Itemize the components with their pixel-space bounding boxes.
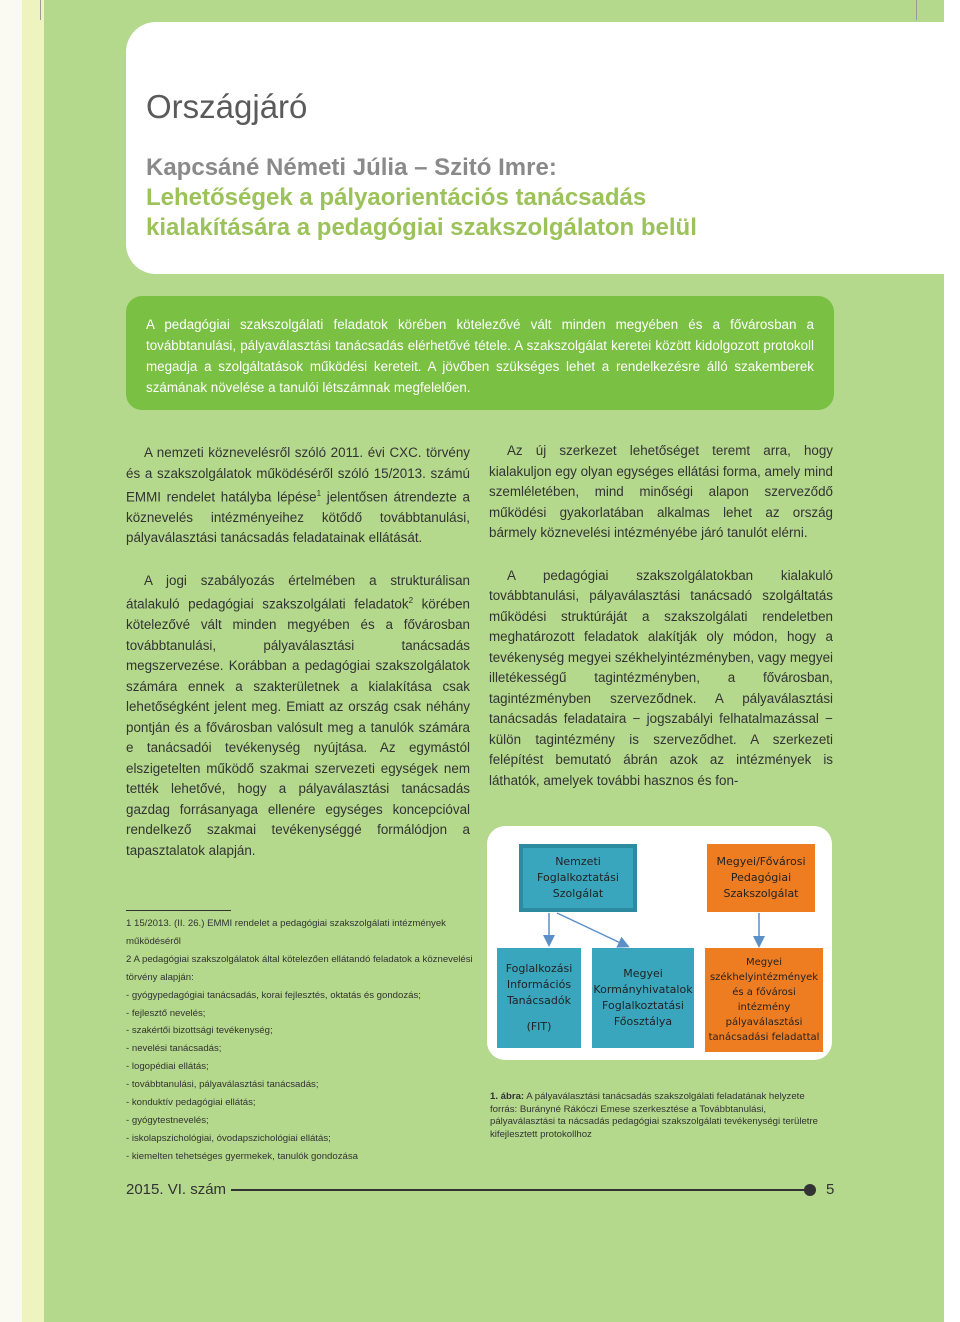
box-text: Szolgálat	[552, 887, 604, 900]
footnote: 2 A pedagógiai szakszolgálatok által kötelezően ellátandó feladatok a köznevelési törvény alapján:	[126, 953, 473, 983]
box-text: Megyei	[623, 967, 663, 980]
box-text: Kormányhivatalok	[593, 983, 693, 996]
footnote-item: - logopédiai ellátás;	[126, 1061, 209, 1073]
abstract-text: A pedagógiai szakszolgálati feladatok körében kötelezővé vált minden megyében és a fővárosban a továbbtanulási, pályaválasztási tanácsadás elérhetővé tétele. A szakszolgálat keretei között kidolgozott protokoll megadja a szolgáltatások működési kereteit. A jövőben szükséges lehet a rendelkezésre álló szakemberek számának növelése a tanulói létszámnak megfelelően.	[146, 317, 814, 395]
paragraph: Az új szerkezet lehetőséget teremt arra, hogy kialakuljon egy olyan egységes ellátási forma, amely mind szemléletében, mind minőségi alapon szerveződő működési gyakorlatában alkalmas lehet az ország bármely köznevelési intézményébe járó tanulót elérni.	[489, 443, 833, 540]
decorative-band	[22, 0, 44, 1322]
article-title	[146, 153, 846, 243]
issue-label: 2015. VI. szám	[126, 1181, 227, 1198]
box-szekhelyintezmenyek	[705, 948, 823, 1052]
footnote-ref[interactable]: 1	[316, 489, 322, 498]
paragraph	[126, 571, 470, 861]
article-authors: Kapcsáné Németi Júlia – Szitó Imre:	[146, 154, 557, 181]
box-text: Foglalkoztatási	[602, 999, 684, 1012]
footer-dot	[804, 1184, 816, 1196]
box-text: székhelyintézmények	[709, 972, 819, 983]
box-text: (FIT)	[526, 1020, 552, 1033]
org-diagram	[487, 826, 832, 1060]
text: A nemzeti köznevelésről szóló 2011. évi CXC. törvény és a szakszolgálatok működéséről szóló 15/2013. számú EMMI rendelet hatályba lépése	[126, 445, 470, 505]
box-text: intézmény	[737, 1002, 791, 1013]
left-column	[126, 443, 470, 861]
footnote-item: - fejlesztő nevelés;	[126, 1007, 206, 1019]
footnote-item: - iskolapszichológiai, óvodapszichológiai ellátás;	[126, 1132, 331, 1144]
box-text: és a fővárosi	[732, 987, 796, 998]
text: A jogi szabályozás értelmében a strukturálisan átalakuló pedagógiai szakszolgálati feladatok	[126, 572, 470, 612]
footnote-item: - gyógypedagógiai tanácsadás, korai fejlesztés, oktatás és gondozás;	[126, 989, 421, 1001]
box-pedagogiai-szakszolgalat	[707, 844, 815, 912]
caption-label: 1. ábra:	[490, 1091, 525, 1102]
crop-mark	[916, 0, 917, 20]
box-fit	[497, 948, 581, 1048]
right-column	[489, 441, 833, 791]
footnote-rule	[126, 910, 231, 911]
page-number: 5	[826, 1181, 835, 1198]
box-text: Megyei/Fővárosi	[716, 855, 806, 868]
article-title-line: Lehetőségek a pályaorientációs tanácsadás	[146, 184, 647, 211]
footnote-item: - továbbtanulási, pályaválasztási tanácsadás;	[126, 1079, 319, 1091]
figure-caption	[490, 1091, 820, 1141]
footnote-ref[interactable]: 2	[408, 596, 414, 606]
box-kormanyhivatalok	[592, 948, 694, 1048]
box-text: Pedagógiai	[730, 871, 792, 884]
footnotes	[126, 915, 476, 1166]
box-text: Nemzeti	[555, 855, 601, 868]
footnote-item: - nevelési tanácsadás;	[126, 1043, 222, 1055]
page-margin	[0, 0, 22, 1322]
arrow	[557, 913, 627, 946]
box-text: Tanácsadók	[507, 994, 571, 1007]
box-text: Foglalkozási	[505, 962, 573, 975]
footnote-item: - konduktív pedagógiai ellátás;	[126, 1097, 256, 1109]
box-text: Foglalkoztatási	[537, 871, 619, 884]
box-text: Megyei	[746, 957, 782, 968]
text: jelentősen átrendezte a köznevelés intézményeihez kötődő továbbtanulási, pályaválasztási tanácsadás feladatainak ellátását.	[126, 489, 470, 546]
box-nemzeti-foglalkoztatasi-szolgalat	[519, 844, 637, 912]
footnote-item: - kiemelten tehetséges gyermekek, tanulók gondozása	[126, 1150, 358, 1162]
article-title-line: kialakítására a pedagógiai szakszolgálaton belül	[146, 214, 697, 241]
footnote: 1 15/2013. (II. 26.) EMMI rendelet a pedagógiai szakszolgálati intézmények működéséről	[126, 918, 446, 947]
caption-title	[490, 1091, 820, 1104]
box-text: tanácsadási feladattal	[708, 1032, 820, 1043]
text: körében kötelezővé vált minden megyében és a fővárosban továbbtanulási, pályaválasztási tanácsadás megszervezése. Korábban a pedagógiai szakszolgálatok számára ennek a szakterületnek a kialakítása csak lehetőségként jelent meg. Emiatt az ország csak néhány pontján és a fővárosban valósult meg a tanulók számára e tanácsadói tevékenység nyújtása. Az egymástól elszigetelten működő szakmai szervezeti egységek nem tették lehetővé, hogy a pályaválasztási tanácsadás gazdag forrásanyaga ellenére egységes koncepcióval rendelkező szakmai tevékenységgé formálódjon a tapasztalatok alapján.	[126, 596, 470, 858]
footnote-item: - gyógytestnevelés;	[126, 1114, 209, 1126]
crop-mark	[40, 0, 41, 20]
caption-source: forrás: Burányné Rákóczi Emese szerkesztése a Továbbtanulási, pályaválasztási ta nácsadás pedagógiai szakszolgálati tevékenységi területre kifejlesztett protokollhoz	[490, 1103, 818, 1140]
footnote-item: - szakértői bizottsági tevékenység;	[126, 1025, 273, 1037]
caption-text: A pályaválasztási tanácsadás szakszolgálati feladatának helyzete	[524, 1091, 805, 1102]
abstract-box	[126, 296, 834, 410]
paragraph: A pedagógiai szakszolgálatokban kialakuló továbbtanulási, pályaválasztási tanácsadó szolgáltatás működési struktúráját a szakszolgálati rendeletben meghatározott feladatok alakítják oly módon, hogy a tevékenység megyei székhelyintézményben, vagy megyei illetékességű tagintézményben, a fővárosban, tagintézményben szerveződnek. A pályaválasztási tanácsadás feladataira − jogszabályi felhatalmazással − külön tagintézmény is szerveződhet. A szerkezeti felépítést bemutató ábrán azok az intézmények is láthatók, amelyek további hasznos és fon-	[489, 567, 833, 788]
paragraph	[126, 443, 470, 549]
box-text: Információs	[506, 978, 572, 991]
box-text: pályaválasztási	[725, 1017, 803, 1028]
footer-rule	[231, 1189, 809, 1191]
box-text: Szakszolgálat	[723, 887, 799, 900]
box-text: Főosztálya	[613, 1015, 673, 1028]
magazine-section-title: Országjáró	[146, 88, 308, 125]
